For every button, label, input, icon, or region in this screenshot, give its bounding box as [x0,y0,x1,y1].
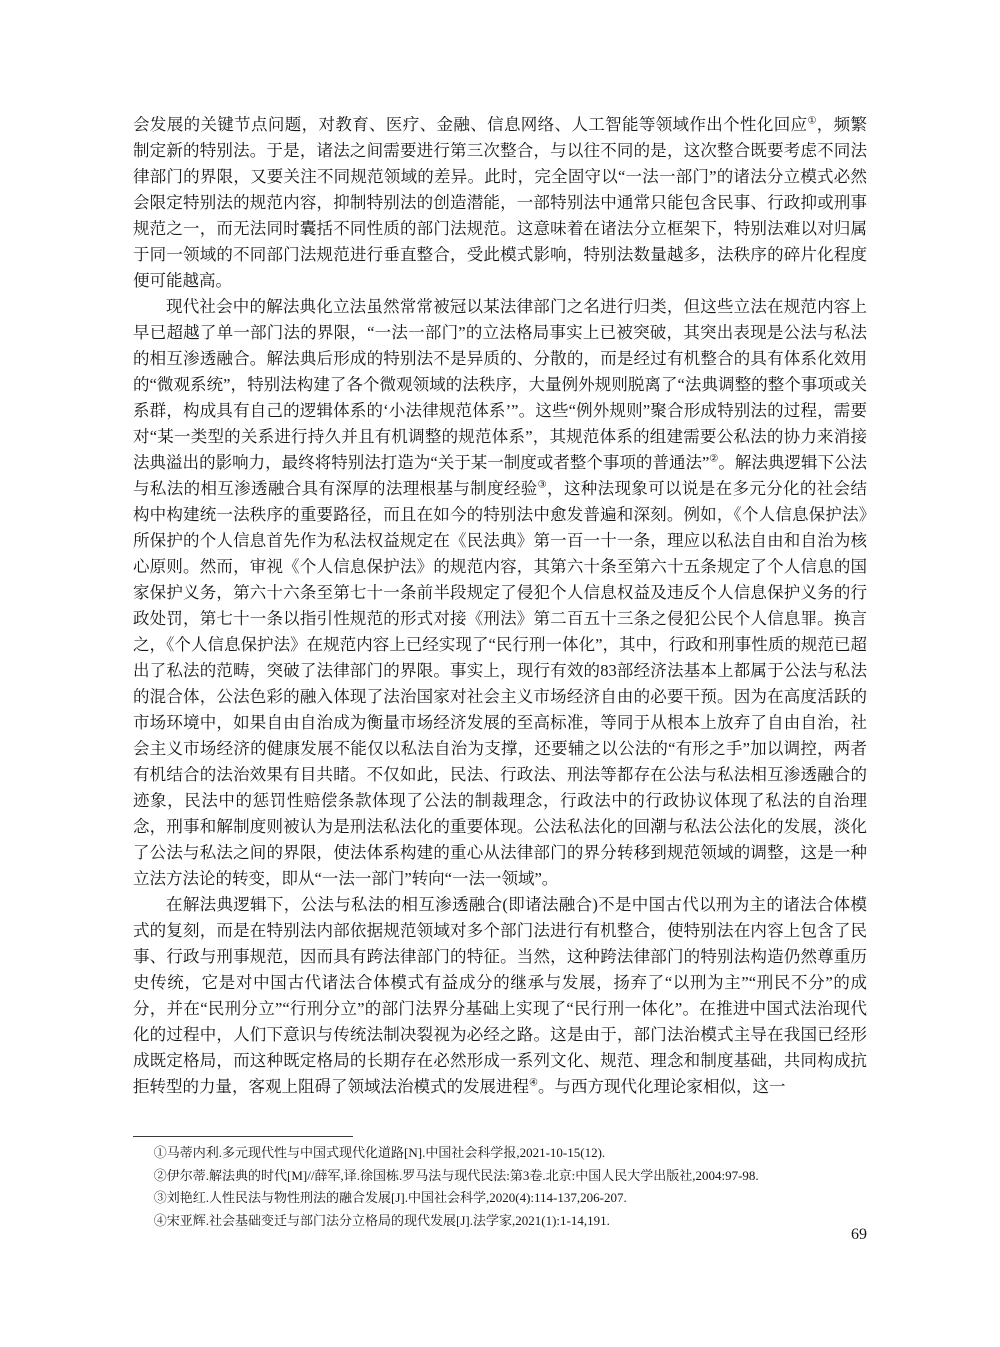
footnote-marker: ② [709,453,719,465]
footnote-marker: ③ [537,479,547,491]
footnote-marker: ① [807,115,817,127]
footnote-separator [133,1136,353,1137]
footnote: ②伊尔蒂.解法典的时代[M]//薛军,译.徐国栋.罗马法与现代民法:第3卷.北京:中国人民大学出版社,2004:97-98. [153,1167,759,1183]
footnote: ③刘艳红.人性民法与物性刑法的融合发展[J].中国社会科学,2020(4):114-137,206-207. [153,1190,627,1205]
paragraph: 会发展的关键节点问题，对教育、医疗、金融、信息网络、人工智能等领域作出个性化回应①，频繁制定新的特别法。于是，诸法之间需要进行第三次整合，与以往不同的是，这次整合既要考虑不同法律部门的界限，又要关注不同规范领域的差异。此时，完全固守以“一法一部门”的诸法分立模式必然会限定特别法的规范内容，抑制特别法的创造潜能，一部特别法中通常只能包含民事、行政抑或刑事规范之一，而无法同时囊括不同性质的部门法规范。这意味着在诸法分立框架下，特别法难以对归属于同一领域的不同部门法规范进行垂直整合，受此模式影响，特别法数量越多，法秩序的碎片化程度便可能越高。 [133,115,867,290]
footnote-area [133,1136,867,1232]
paragraph: 在解法典逻辑下，公法与私法的相互渗透融合(即诸法融合)不是中国古代以刑为主的诸法合体模式的复刻，而是在特别法内部依据规范领域对多个部门法进行有机整合，使特别法在内容上包含了民事、行政与刑事规范，因而具有跨法律部门的特征。当然，这种跨法律部门的特别法构造仍然尊重历史传统，它是对中国古代诸法合体模式有益成分的继承与发展，扬弃了“以刑为主”“刑民不分”的成分，并在“民刑分立”“行刑分立”的部门法界分基础上实现了“民行刑一体化”。在推进中国式法治现代化的过程中，人们下意识与传统法制决裂视为必经之路。这是由于，部门法治模式主导在我国已经形成既定格局，而这种既定格局的长期存在必然形成一系列文化、规范、理念和制度基础，共同构成抗拒转型的力量，客观上阻碍了领域法治模式的发展进程④。与西方现代化理论家相似，这一 [133,895,867,1096]
article-body [133,112,867,1134]
footnote: ④宋亚辉.社会基础变迁与部门法分立格局的现代发展[J].法学家,2021(1):1-14,191. [153,1212,610,1228]
footnote-marker: ④ [529,1077,538,1089]
page-number: 69 [851,1226,867,1243]
footnote: ①马蒂内利.多元现代性与中国式现代化道路[N].中国社会科学报,2021-10-15(12). [153,1145,606,1160]
footnote-list [133,1142,867,1232]
paragraph: 现代社会中的解法典化立法虽然常常被冠以某法律部门之名进行归类，但这些立法在规范内容上早已超越了单一部门法的界限，“一法一部门”的立法格局事实上已被突破，其突出表现是公法与私法的相互渗透融合。解法典后形成的特别法不是异质的、分散的，而是经过有机整合的具有体系化效用的“微观系统”，特别法构建了各个微观领域的法秩序，大量例外规则脱离了“法典调整的整个事项或关系群，构成具有自己的逻辑体系的‘小法律规范体系’”。这些“例外规则”聚合形成特别法的过程，需要对“某一类型的关系进行持久并且有机调整的规范体系”，其规范体系的组建需要公私法的协力来消接法典溢出的影响力，最终将特别法打造为“关于某一制度或者整个事项的普通法”②。解法典逻辑下公法与私法的相互渗透融合具有深厚的法理根基与制度经验③，这种法现象可以说是在多元分化的社会结构中构建统一法秩序的重要路径，而且在如今的特别法中愈发普遍和深刻。例如，《个人信息保护法》所保护的个人信息首先作为私法权益规定在《民法典》第一百一十一条，理应以私法自由和自治为核心原则。然而，审视《个人信息保护法》的规范内容，其第六十条至第六十五条规定了个人信息的国家保护义务，第六十六条至第七十一条前半段规定了侵犯个人信息权益及违反个人信息保护义务的行政处罚，第七十一条以指引性规范的形式对接《刑法》第二百五十三条之侵犯公民个人信息罪。换言之，《个人信息保护法》在规范内容上已经实现了“民行刑一体化”，其中，行政和刑事性质的规范已超出了私法的范畴，突破了法律部门的界限。事实上，现行有效的83部经济法基本上都属于公法与私法的混合体，公法色彩的融入体现了法治国家对社会主义市场经济自由的必要干预。因为在高度活跃的市场环境中，如果自由自治成为衡量市场经济发展的至高标准，等同于从根本上放弃了自由自治，社会主义市场经济的健康发展不能仅以私法自治为支撑，还要辅之以公法的“有形之手”加以调控，两者有机结合的法治效果有目共睹。不仅如此，民法、行政法、刑法等都存在公法与私法相互渗透融合的迹象，民法中的惩罚性赔偿条款体现了公法的制裁理念，行政法中的行政协议体现了私法的自治理念，刑事和解制度则被认为是刑法私法化的重要体现。公法私法化的回潮与私法公法化的发展，淡化了公法与私法之间的界限，使法体系构建的重心从法律部门的界分转移到规范领域的调整，这是一种立法方法论的转变，即从“一法一部门”转向“一法一领域”。 [133,297,867,888]
